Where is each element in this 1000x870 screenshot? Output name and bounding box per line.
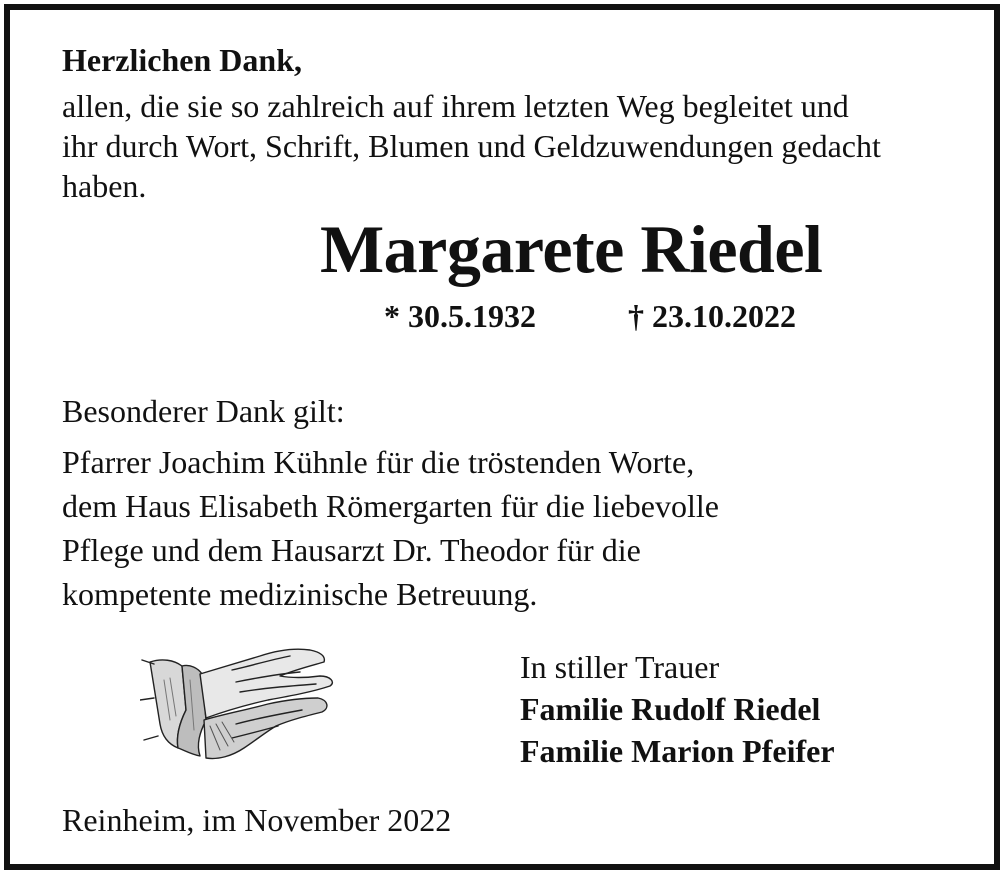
family-name: Familie Marion Pfeifer xyxy=(520,733,835,769)
death-date: † 23.10.2022 xyxy=(628,298,796,334)
thanks-line: ihr durch Wort, Schrift, Blumen und Geldzuwendungen gedacht xyxy=(62,128,881,164)
special-thanks-line: dem Haus Elisabeth Römergarten für die liebevolle xyxy=(62,488,719,524)
birth-date: * 30.5.1932 xyxy=(384,298,536,334)
thanks-paragraph xyxy=(62,86,962,206)
special-thanks-title: Besonderer Dank gilt: xyxy=(62,393,345,429)
mourning-intro: In stiller Trauer xyxy=(520,649,720,685)
thanks-line: allen, die sie so zahlreich auf ihrem letzten Weg begleitet und xyxy=(62,88,849,124)
thanks-line: haben. xyxy=(62,168,147,204)
place-date: Reinheim, im November 2022 xyxy=(62,802,452,838)
special-thanks-paragraph xyxy=(62,440,842,616)
mourners-block xyxy=(520,646,940,772)
family-name: Familie Rudolf Riedel xyxy=(520,691,821,727)
greeting-heading: Herzlichen Dank, xyxy=(62,42,302,78)
deceased-name: Margarete Riedel xyxy=(320,211,823,287)
praying-hands-icon xyxy=(140,640,340,770)
special-thanks-line: kompetente medizinische Betreuung. xyxy=(62,576,538,612)
special-thanks-line: Pflege und dem Hausarzt Dr. Theodor für die xyxy=(62,532,641,568)
special-thanks-line: Pfarrer Joachim Kühnle für die tröstenden Worte, xyxy=(62,444,695,480)
